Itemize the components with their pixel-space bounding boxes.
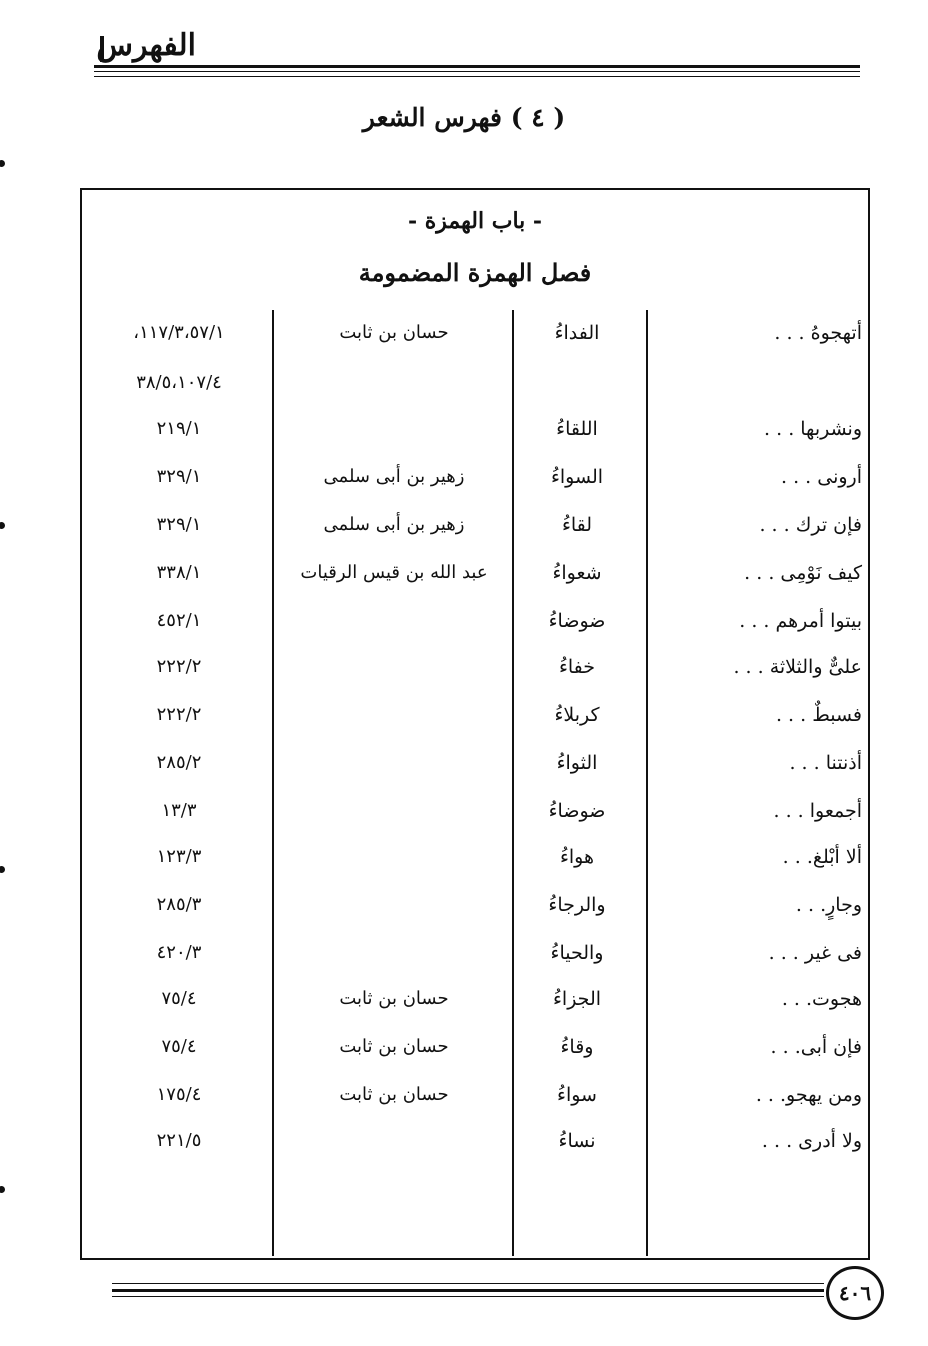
row-reference: ١٣/٣ [161,800,197,821]
index-row [0,942,928,982]
row-rhyme-word: ضوضاءُ [548,610,606,632]
row-first-words: وجارٍ. . . [795,894,862,916]
row-first-words: كيف نَوْمِى . . . [744,562,862,584]
row-rhyme-word: سواءُ [557,1084,597,1106]
row-rhyme-word: الثواءُ [556,752,598,774]
row-rhyme-word: خفاءُ [558,656,596,678]
row-first-words: ولا أدرى . . . [761,1130,862,1152]
row-first-words: ومن يهجو. . . [755,1084,862,1106]
subsection-title: فصل الهمزة المضمومة [358,258,592,287]
row-reference: ٣٨/٥،١٠٧/٤ [136,372,222,393]
index-row [0,704,928,744]
row-first-words: أرونى . . . [781,466,862,488]
row-reference: ٢٢١/٥ [156,1130,202,1151]
index-row [0,372,928,412]
row-reference: ١١٧/٣،٥٧/١، [133,322,225,343]
row-reference: ٧٥/٤ [161,988,197,1009]
header-rule-thick [94,65,860,68]
row-first-words: بيتوا أمرهم . . . [739,610,862,632]
row-first-words: فإن أبى. . . [770,1036,862,1058]
row-rhyme-word: هواءُ [559,846,595,868]
page-title: ( ٤ ) فهرس الشعر [362,103,566,132]
row-first-words: أذنتنا . . . [789,752,862,774]
row-reference: ٢٨٥/٣ [156,894,202,915]
footer-rule-thin-2 [112,1296,824,1297]
index-row [0,656,928,696]
index-row [0,752,928,792]
index-row [0,322,928,362]
row-poet: حسان بن ثابت [339,1036,449,1057]
row-poet: حسان بن ثابت [339,988,449,1009]
row-first-words: علىٌّ والثلاثة . . . [733,656,862,678]
row-reference: ٤٥٢/١ [156,610,202,631]
row-rhyme-word: والرجاءُ [548,894,606,916]
index-row [0,988,928,1028]
row-first-words: فسبطٌ . . . [775,704,862,726]
header-rule-thin [94,71,860,72]
row-rhyme-word: نساءُ [558,1130,596,1152]
page-number: ٤٠٦ [826,1266,884,1320]
index-row [0,1084,928,1124]
index-row [0,800,928,840]
row-poet: حسان بن ثابت [339,322,449,343]
row-reference: ٧٥/٤ [161,1036,197,1057]
row-first-words: فإن ترك . . . [759,514,862,536]
row-first-words: هجوت. . . [781,988,862,1010]
row-poet: زهير بن أبى سلمى [323,514,465,535]
index-row [0,514,928,554]
row-first-words: أتهجوهُ . . . [774,322,862,344]
row-reference: ٣٢٩/١ [156,514,202,535]
index-row [0,1036,928,1076]
row-reference: ١٧٥/٤ [156,1084,202,1105]
margin-dot [0,160,5,167]
index-row [0,610,928,650]
running-title: الفهرس [96,28,196,63]
section-title: - باب الهمزة - [407,208,543,234]
row-poet: زهير بن أبى سلمى [323,466,465,487]
row-first-words: فى غير . . . [768,942,862,964]
index-row [0,1130,928,1170]
index-row [0,466,928,506]
row-rhyme-word: وقاءُ [560,1036,594,1058]
row-first-words: ألا أبْلغ. . . [782,846,862,868]
row-first-words: ونشربها . . . [764,418,862,440]
row-rhyme-word: لقاءُ [561,514,593,536]
index-row [0,562,928,602]
row-reference: ٤٢٠/٣ [156,942,202,963]
row-reference: ٣٢٩/١ [156,466,202,487]
row-poet: عبد الله بن قيس الرقيات [300,562,488,583]
row-rhyme-word: والحياءُ [550,942,604,964]
row-rhyme-word: الفداءُ [554,322,600,344]
row-reference: ٣٣٨/١ [156,562,202,583]
row-reference: ١٢٣/٣ [156,846,202,867]
row-rhyme-word: السواءُ [550,466,604,488]
row-reference: ٢٢٢/٢ [156,656,202,677]
row-poet: حسان بن ثابت [339,1084,449,1105]
row-first-words: أجمعوا . . . [773,800,862,822]
row-rhyme-word: ضوضاءُ [548,800,606,822]
row-reference: ٢٨٥/٢ [156,752,202,773]
row-rhyme-word: الجزاءُ [552,988,602,1010]
row-rhyme-word: شعواءُ [552,562,602,584]
index-row [0,894,928,934]
row-rhyme-word: اللقاءُ [556,418,598,440]
index-row [0,418,928,458]
index-row [0,846,928,886]
footer-rule-thin [112,1283,824,1284]
header-rule-thin-2 [94,76,860,77]
row-rhyme-word: كربلاءُ [554,704,600,726]
row-reference: ٢٢٢/٢ [156,704,202,725]
row-reference: ٢١٩/١ [156,418,202,439]
footer-rule-thick [112,1289,824,1292]
margin-dot [0,1186,5,1193]
